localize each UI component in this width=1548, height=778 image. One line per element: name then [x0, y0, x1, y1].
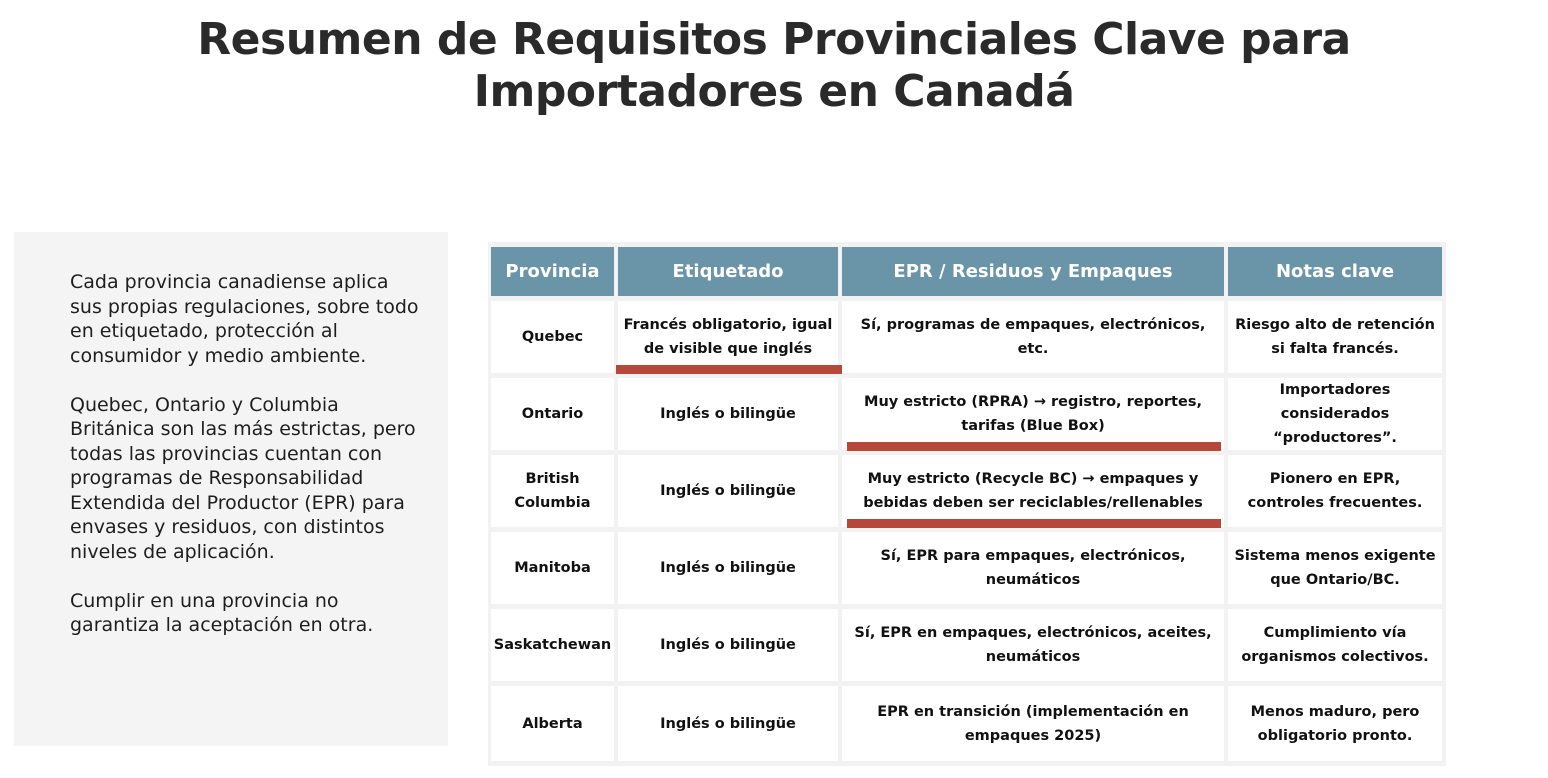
cell-province: Alberta: [491, 686, 614, 761]
cell-epr: EPR en transición (implementación en empaques 2025): [842, 686, 1224, 761]
cell-labeling: Inglés o bilingüe: [618, 378, 838, 450]
cell-province: Quebec: [491, 301, 614, 373]
cell-labeling: Inglés o bilingüe: [618, 532, 838, 604]
page-title-line1: Resumen de Requisitos Provinciales Clave para: [197, 14, 1351, 65]
header-epr: EPR / Residuos y Empaques: [842, 247, 1224, 296]
cell-province: Ontario: [491, 378, 614, 450]
cell-epr: Sí, EPR para empaques, electrónicos, neumáticos: [842, 532, 1224, 604]
cell-province: British Columbia: [491, 455, 614, 527]
summary-paragraph: Cumplir en una provincia no garantiza la aceptación en otra.: [70, 589, 374, 636]
requirements-table: [488, 242, 1446, 766]
cell-notes: Sistema menos exigente que Ontario/BC.: [1228, 532, 1442, 604]
summary-panel: [14, 232, 448, 746]
cell-labeling: Inglés o bilingüe: [618, 686, 838, 761]
summary-paragraph: Cada provincia canadiense aplica sus propias regulaciones, sobre todo en etiquetado, protección al consumidor y medio ambiente.: [70, 271, 419, 367]
cell-province: Manitoba: [491, 532, 614, 604]
header-notas: Notas clave: [1228, 247, 1442, 296]
summary-paragraph: Quebec, Ontario y Columbia Británica son las más estrictas, pero todas las provincias cuentan con programas de Responsabilidad Extendida del Productor (EPR) para envases y residuos, con distintos niveles de aplicación.: [70, 393, 416, 563]
highlight-underline: [847, 519, 1221, 528]
cell-epr: Muy estricto (Recycle BC) → empaques y bebidas deben ser reciclables/rellenables: [842, 455, 1224, 527]
cell-province: Saskatchewan: [491, 609, 614, 681]
cell-labeling: Inglés o bilingüe: [618, 609, 838, 681]
header-etiquetado: Etiquetado: [618, 247, 838, 296]
cell-notes: Riesgo alto de retención si falta francés.: [1228, 301, 1442, 373]
cell-notes: Pionero en EPR, controles frecuentes.: [1228, 455, 1442, 527]
header-provincia: Provincia: [491, 247, 614, 296]
cell-notes: Menos maduro, pero obligatorio pronto.: [1228, 686, 1442, 761]
cell-epr: Sí, EPR en empaques, electrónicos, aceites, neumáticos: [842, 609, 1224, 681]
page-title: [0, 14, 1548, 118]
cell-epr: Muy estricto (RPRA) → registro, reportes, tarifas (Blue Box): [842, 378, 1224, 450]
cell-notes: Importadores considerados “productores”.: [1228, 378, 1442, 450]
highlight-underline: [847, 442, 1221, 451]
highlight-underline: [616, 365, 842, 374]
cell-labeling: Inglés o bilingüe: [618, 455, 838, 527]
cell-epr: Sí, programas de empaques, electrónicos, etc.: [842, 301, 1224, 373]
page-title-line2: Importadores en Canadá: [473, 66, 1075, 117]
cell-notes: Cumplimiento vía organismos colectivos.: [1228, 609, 1442, 681]
cell-labeling: Francés obligatorio, igual de visible que inglés: [618, 301, 838, 373]
summary-text: [70, 270, 420, 662]
